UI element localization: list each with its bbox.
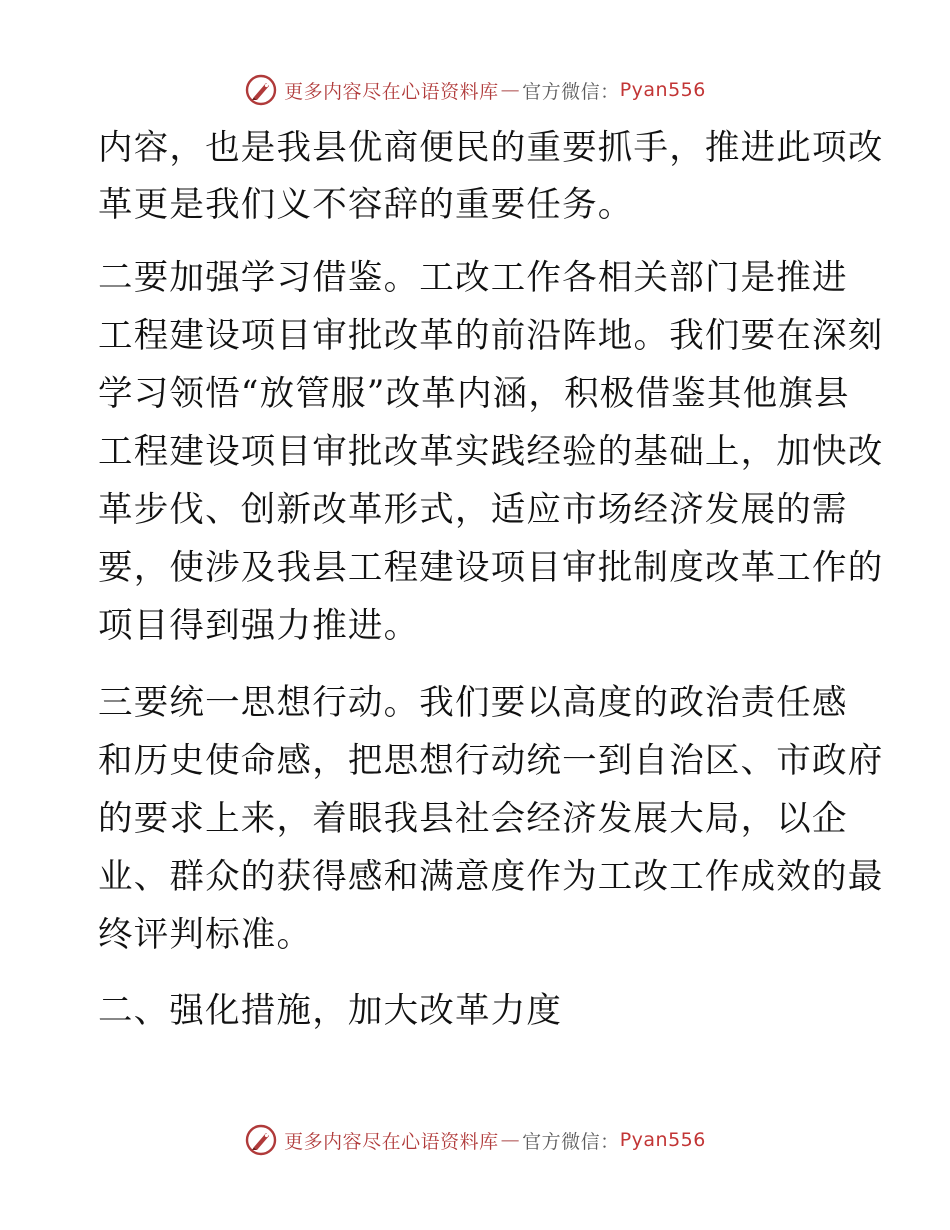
watermark-wechat-id: Pyan556 <box>619 1129 706 1151</box>
watermark-wechat-label: 官方微信： <box>522 80 620 103</box>
watermark-wechat-id: Pyan556 <box>619 79 706 101</box>
body-line: 项目得到强力推进。 <box>98 606 420 646</box>
body-line: 的要求上来，着眼我县社会经济发展大局，以企 <box>98 799 848 839</box>
body-line: 工程建设项目审批改革实践经验的基础上，加快改 <box>98 432 884 472</box>
watermark-separator: — <box>500 1129 521 1151</box>
pen-nib-logo-icon <box>244 1123 278 1157</box>
section-heading: 二、强化措施，加大改革力度 <box>98 991 563 1031</box>
body-line: 三要统一思想行动。我们要以高度的政治责任感 <box>98 683 848 723</box>
watermark-separator: — <box>500 79 521 101</box>
body-line: 业、群众的获得感和满意度作为工改工作成效的最 <box>98 857 884 897</box>
watermark-text: 更多内容尽在心语资料库 <box>284 80 499 103</box>
body-line: 二要加强学习借鉴。工改工作各相关部门是推进 <box>98 258 848 298</box>
body-line: 内容，也是我县优商便民的重要抓手，推进此项改 <box>98 128 884 168</box>
watermark-wechat-label: 官方微信： <box>522 1130 620 1153</box>
footer-watermark <box>0 1120 950 1160</box>
pen-nib-logo-icon <box>244 73 278 107</box>
body-line: 要，使涉及我县工程建设项目审批制度改革工作的 <box>98 548 884 588</box>
watermark-text: 更多内容尽在心语资料库 <box>284 1130 499 1153</box>
body-line: 和历史使命感，把思想行动统一到自治区、市政府 <box>98 741 884 781</box>
body-line: 革步伐、创新改革形式，适应市场经济发展的需 <box>98 490 848 530</box>
body-line: 学习领悟“放管服”改革内涵，积极借鉴其他旗县 <box>98 374 850 414</box>
body-line: 工程建设项目审批改革的前沿阵地。我们要在深刻 <box>98 316 884 356</box>
body-line: 终评判标准。 <box>98 915 313 955</box>
body-line: 革更是我们义不容辞的重要任务。 <box>98 185 634 225</box>
header-watermark <box>0 70 950 110</box>
